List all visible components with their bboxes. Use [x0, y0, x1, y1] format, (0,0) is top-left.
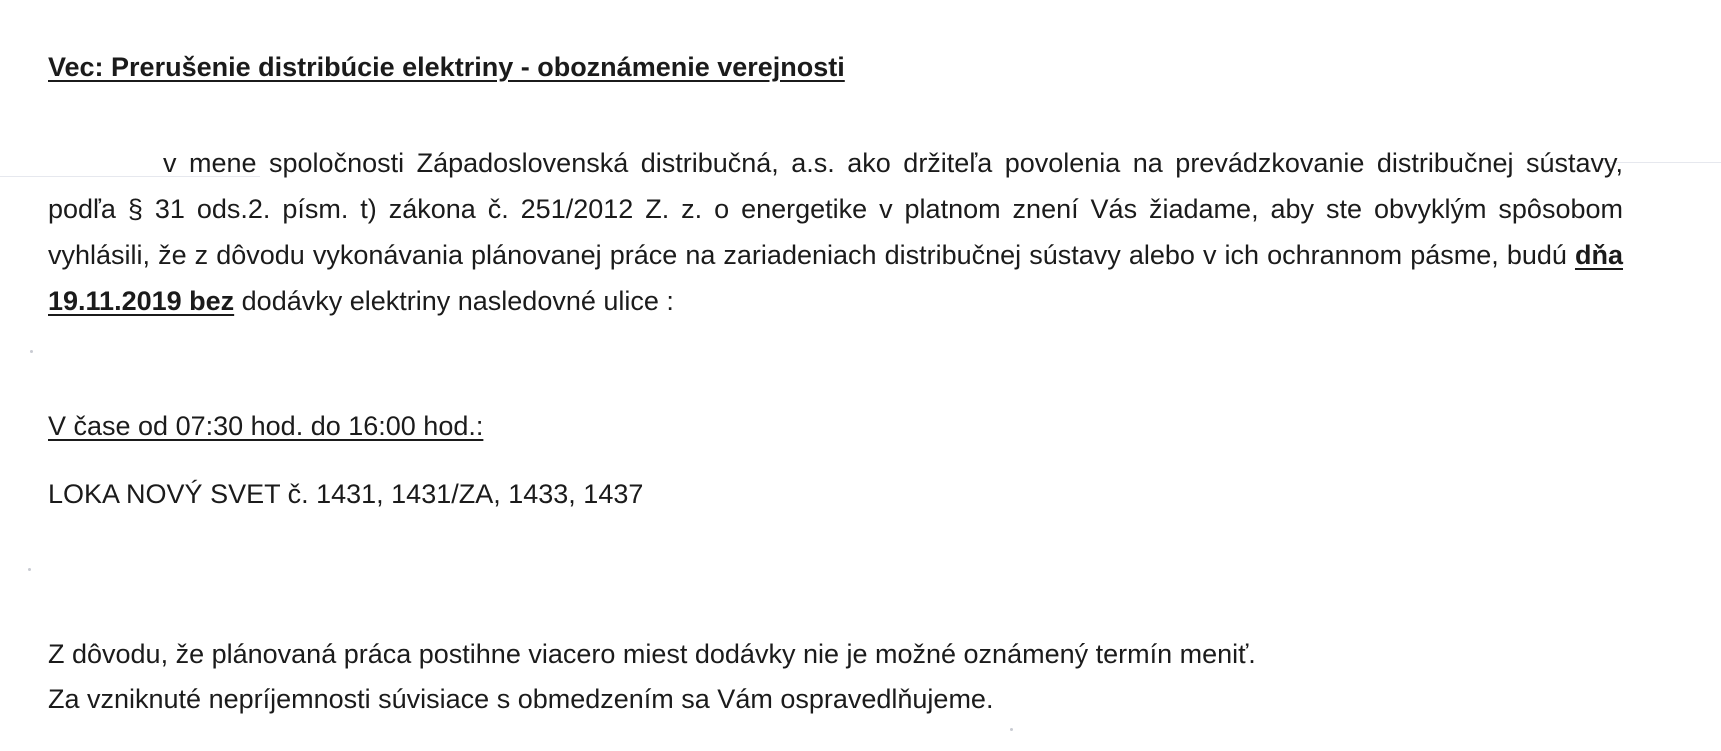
- outage-time-heading: V čase od 07:30 hod. do 16:00 hod.:: [48, 411, 484, 441]
- outage-date-highlight: dňa 19.11.2019 bez: [48, 240, 1623, 316]
- scan-artifact-speck: [1010, 728, 1013, 731]
- letter-body-paragraph: [48, 140, 1623, 324]
- closing-text: [48, 632, 1256, 722]
- letter-subject: Vec: Prerušenie distribúcie elektriny - oboznámenie verejnosti: [48, 52, 845, 82]
- scan-artifact-speck: [28, 568, 31, 571]
- scan-artifact-speck: [30, 350, 33, 353]
- paragraph-text-after: dodávky elektriny nasledovné ulice :: [234, 286, 674, 316]
- closing-line: Z dôvodu, že plánovaná práca postihne viacero miest dodávky nie je možné oznámený termín meniť.: [48, 639, 1256, 669]
- paragraph-text-before: v mene spoločnosti Západoslovenská distribučná, a.s. ako držiteľa povolenia na prevádzkovanie distribučnej sústavy, podľa § 31 ods.2. písm. t) zákona č. 251/2012 Z. z. o energetike v platnom znení Vás žiadame, aby ste obvyklým spôsobom vyhlásili, že z dôvodu vykonávania plánovanej práce na zariadeniach distribučnej sústavy alebo v ich ochrannom pásme, budú: [48, 148, 1623, 270]
- affected-streets: LOKA NOVÝ SVET č. 1431, 1431/ZA, 1433, 1437: [48, 479, 644, 509]
- closing-line: Za vzniknuté nepríjemnosti súvisiace s obmedzením sa Vám ospravedlňujeme.: [48, 684, 994, 714]
